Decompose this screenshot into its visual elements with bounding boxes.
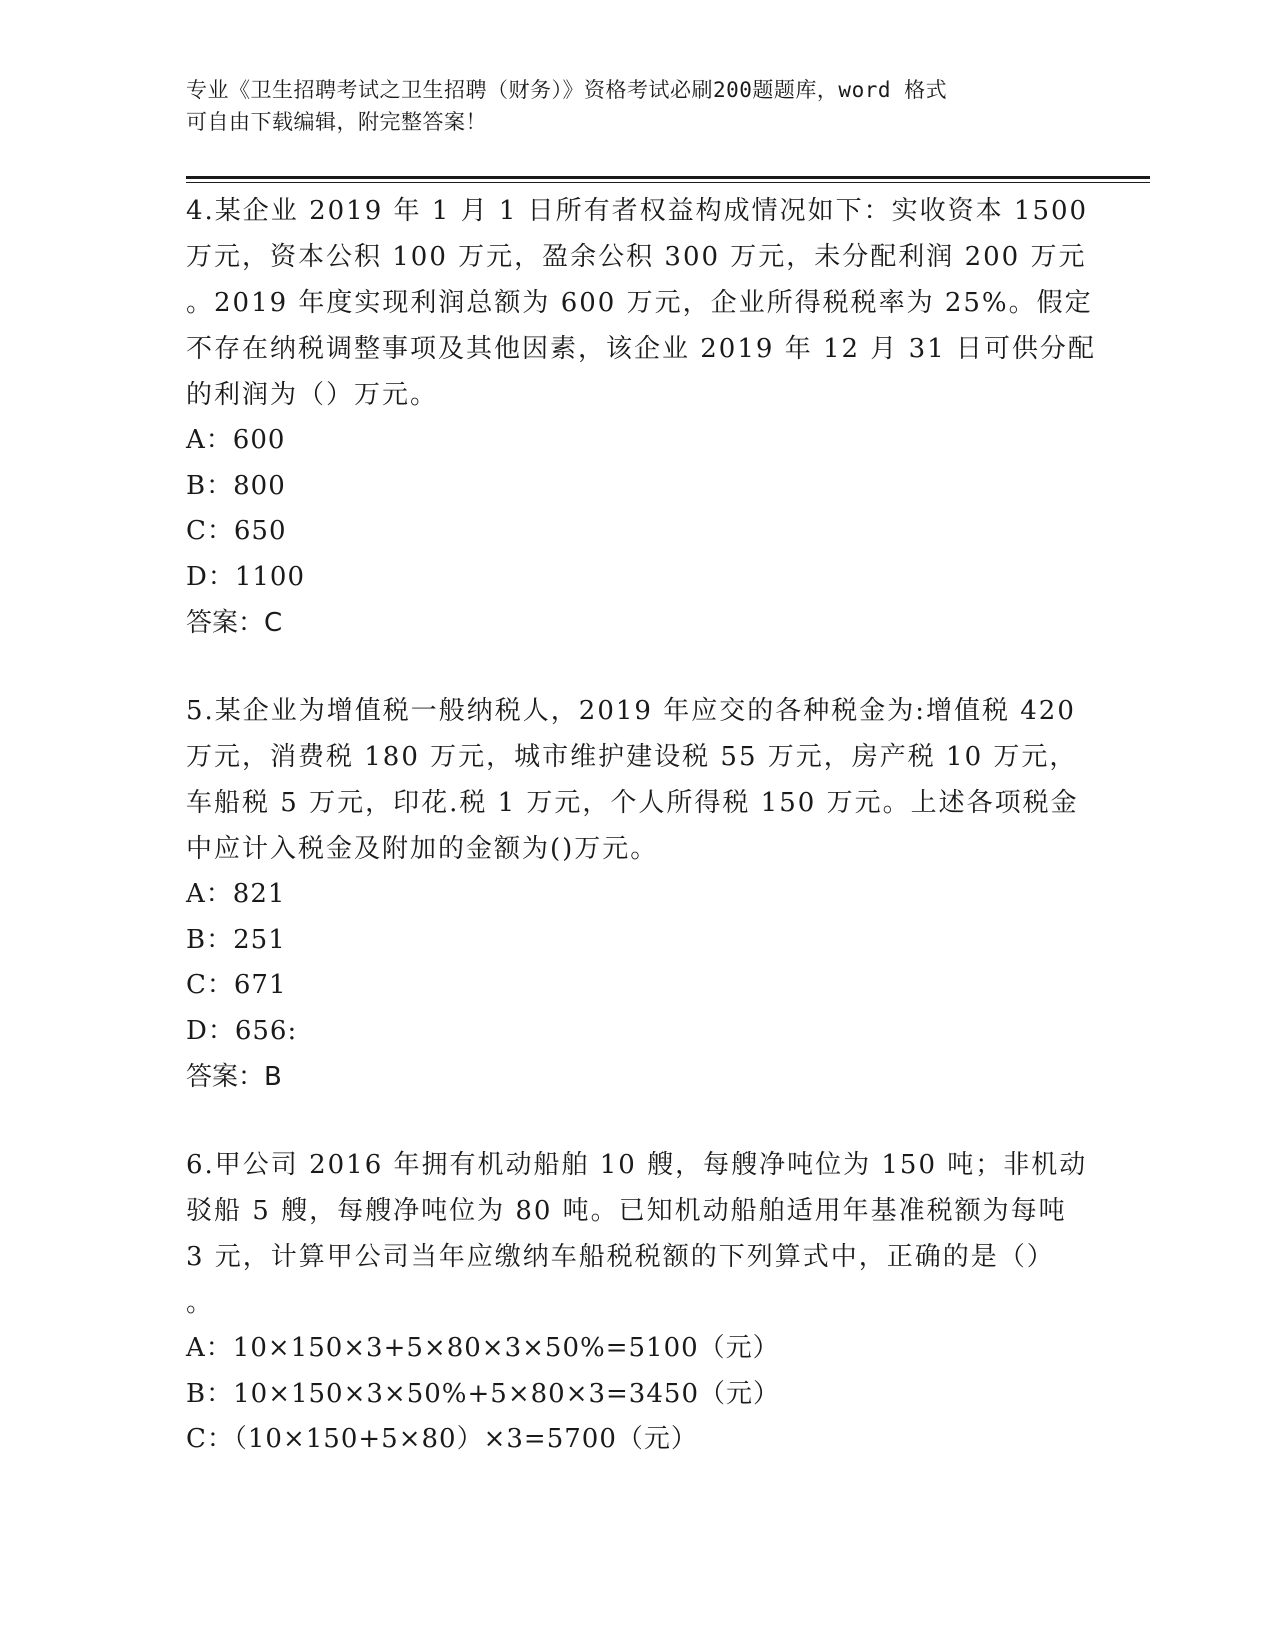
question-spacer	[186, 646, 1086, 688]
question-6	[186, 1142, 1086, 1463]
question-5	[186, 688, 1086, 1100]
option-c: C：（10×150+5×80）×3=5700（元）	[186, 1424, 698, 1454]
answer-label: 答案：B	[186, 1062, 282, 1092]
option-a: A：10×150×3+5×80×3×50%=5100（元）	[186, 1333, 780, 1363]
option-b: B：251	[186, 924, 286, 955]
question-text-line: 的利润为（）万元。	[186, 380, 439, 410]
header-line-1: 专业《卫生招聘考试之卫生招聘（财务）》资格考试必刷200题题库，word 格式	[186, 78, 948, 102]
question-text-line: 4.某企业 2019 年 1 月 1 日所有者权益构成情况如下：实收资本 1500	[186, 196, 1089, 226]
option-c: C：650	[186, 516, 287, 546]
document-header	[186, 74, 1066, 138]
question-text-line: 5.某企业为增值税一般纳税人，2019 年应交的各种税金为:增值税 420	[186, 696, 1076, 726]
option-a: A：600	[186, 425, 286, 455]
header-line-2: 可自由下载编辑，附完整答案！	[186, 110, 487, 134]
question-text-line: 万元，资本公积 100 万元，盈余公积 300 万元，未分配利润 200 万元	[186, 242, 1087, 272]
header-divider-thin	[186, 182, 1150, 183]
question-spacer	[186, 1100, 1086, 1142]
question-text-line: 。	[186, 1288, 215, 1318]
answer-label: 答案：C	[186, 608, 283, 638]
question-text-line: 6.甲公司 2016 年拥有机动船舶 10 艘，每艘净吨位为 150 吨；非机动	[186, 1150, 1088, 1180]
question-4	[186, 188, 1096, 646]
option-b: B：10×150×3×50%+5×80×3=3450（元）	[186, 1378, 780, 1409]
option-d: D：1100	[186, 561, 306, 592]
question-text-line: 中应计入税金及附加的金额为()万元。	[186, 834, 659, 864]
option-d: D：656:	[186, 1015, 298, 1046]
question-list	[186, 188, 1096, 1463]
question-text-line: 不存在纳税调整事项及其他因素，该企业 2019 年 12 月 31 日可供分配	[186, 334, 1096, 364]
option-b: B：800	[186, 470, 286, 501]
header-divider-thick	[186, 176, 1150, 179]
question-text-line: 车船税 5 万元，印花.税 1 万元，个人所得税 150 万元。上述各项税金	[186, 788, 1079, 818]
question-text-line: 3 元，计算甲公司当年应缴纳车船税税额的下列算式中，正确的是（）	[186, 1242, 1055, 1272]
question-text-line: 驳船 5 艘，每艘净吨位为 80 吨。已知机动船舶适用年基准税额为每吨	[186, 1196, 1067, 1226]
question-text-line: 万元，消费税 180 万元，城市维护建设税 55 万元，房产税 10 万元，	[186, 742, 1078, 772]
option-c: C：671	[186, 970, 287, 1000]
option-a: A：821	[186, 879, 286, 909]
question-text-line: 。2019 年度实现利润总额为 600 万元，企业所得税税率为 25%。假定	[186, 288, 1093, 318]
